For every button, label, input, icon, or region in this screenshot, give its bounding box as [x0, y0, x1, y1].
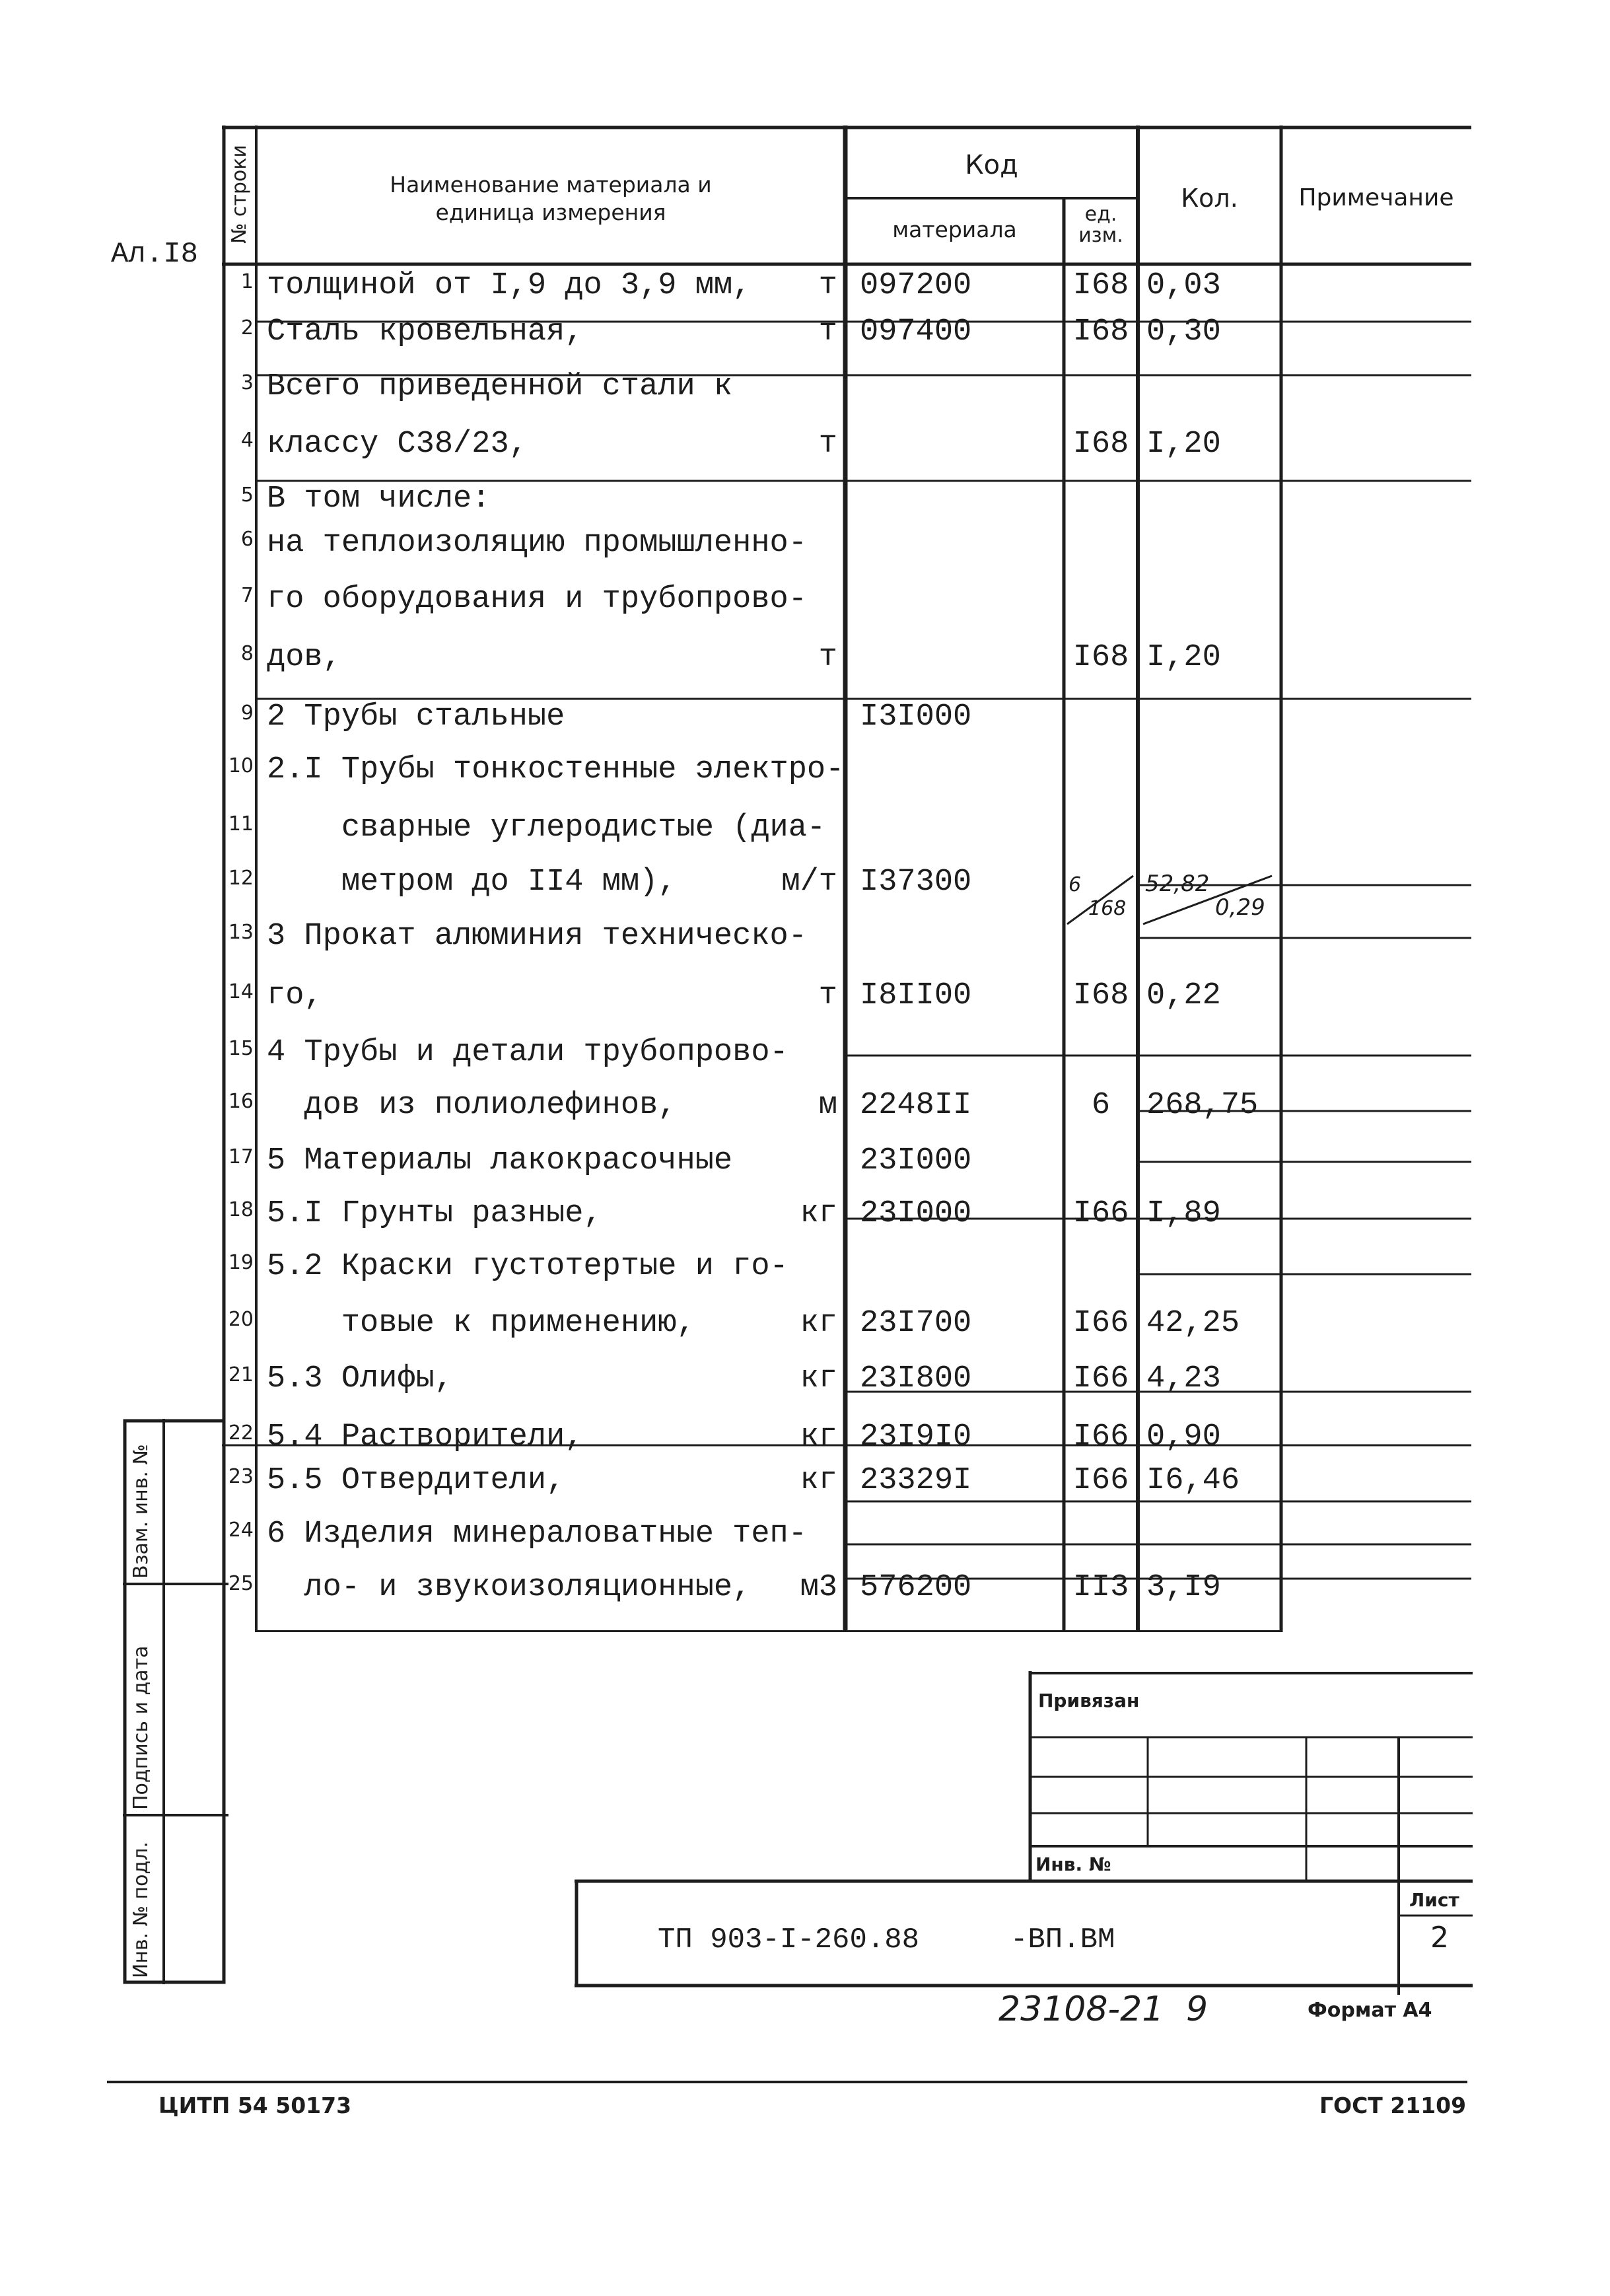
unit-code: I68	[1072, 314, 1129, 349]
header-name-line2: единица измерения	[435, 199, 666, 225]
material-name: го,	[267, 978, 323, 1013]
material-code: 23I000	[860, 1196, 972, 1231]
material-name: 5.I Грунты разные,	[267, 1196, 602, 1231]
row-number: 11	[228, 812, 254, 836]
material-name: толщиной от I,9 до 3,9 мм,	[267, 268, 752, 303]
material-name: 4 Трубы и детали трубопрово-	[267, 1035, 788, 1070]
material-name: 5.5 Отвердители,	[267, 1463, 565, 1498]
row-number: 20	[228, 1308, 254, 1331]
quantity: 42,25	[1146, 1306, 1240, 1341]
quantity: 0,90	[1146, 1419, 1221, 1454]
material-name: го оборудования и трубопрово-	[267, 582, 807, 617]
quantity: 4,23	[1146, 1361, 1221, 1396]
row-number: 4	[240, 429, 254, 452]
gost-label: ГОСТ 21109	[1319, 2093, 1467, 2118]
row-number: 2	[240, 316, 254, 340]
unit-of-measure: кг	[800, 1196, 837, 1231]
material-code: 2248II	[860, 1088, 972, 1123]
row12-qty-bottom: 0,29	[1215, 894, 1265, 921]
material-name: 2.I Трубы тонкостенные электро-	[267, 752, 845, 787]
side-inv-podl: Инв. № подл.	[129, 1842, 153, 1978]
format-label: Формат А4	[1308, 1999, 1432, 2022]
unit-code: I66	[1072, 1306, 1129, 1341]
order-number: 23108-21	[998, 1990, 1164, 2029]
row12-ed-top: 6	[1068, 873, 1082, 896]
unit-code: I68	[1072, 268, 1129, 303]
material-name: 2 Трубы стальные	[267, 700, 565, 735]
header-code-material: материала	[892, 217, 1017, 242]
material-code: 097400	[860, 314, 972, 349]
row-number: 9	[240, 701, 254, 725]
footer-rule	[107, 2081, 1467, 2083]
title-doc-code: ТП 903-I-260.88	[658, 1923, 920, 1956]
title-sheet-label: Лист	[1409, 1889, 1459, 1911]
unit-code: I66	[1072, 1419, 1129, 1454]
quantity: 0,22	[1146, 978, 1221, 1013]
material-name: метром до II4 мм),	[267, 865, 677, 900]
row-number: 5	[240, 484, 254, 507]
header-code: Код	[965, 150, 1018, 180]
title-privyazan: Привязан	[1038, 1690, 1140, 1711]
printer-code: ЦИТП 54 50173	[158, 2093, 352, 2118]
header-qty: Кол.	[1181, 184, 1238, 213]
header-row-no: № строки	[228, 145, 251, 244]
row-number: 14	[228, 980, 254, 1003]
material-name: Сталь кровельная,	[267, 314, 584, 349]
material-name: сварные углеродистые (диа-	[267, 810, 826, 845]
row-number: 15	[228, 1037, 254, 1060]
unit-of-measure: кг	[800, 1463, 837, 1498]
material-name: 5 Материалы лакокрасочные	[267, 1143, 733, 1178]
quantity: 3,I9	[1146, 1570, 1221, 1605]
order-sheet: 9	[1186, 1990, 1208, 2029]
header-note: Примечание	[1298, 184, 1454, 211]
row-number: 19	[228, 1251, 254, 1274]
materials-table	[222, 126, 1471, 1632]
title-inv-no: Инв. №	[1035, 1853, 1111, 1875]
unit-code: I66	[1072, 1361, 1129, 1396]
unit-of-measure: м	[818, 1088, 837, 1123]
unit-of-measure: кг	[800, 1419, 837, 1454]
unit-of-measure: м/т	[781, 865, 837, 900]
row-number: 1	[240, 270, 254, 293]
unit-of-measure: кг	[800, 1361, 837, 1396]
material-name: 6 Изделия минераловатные теп-	[267, 1517, 807, 1552]
row-number: 12	[228, 867, 254, 890]
material-code: I8II00	[860, 978, 972, 1013]
material-name: на теплоизоляцию промышленно-	[267, 526, 807, 561]
material-code: 23I700	[860, 1306, 972, 1341]
quantity: 268,75	[1146, 1088, 1259, 1123]
unit-of-measure: т	[818, 427, 837, 462]
sheet-ref-label: Ал.I8	[111, 238, 199, 271]
row-number: 8	[240, 642, 254, 665]
unit-code: II3	[1072, 1570, 1129, 1605]
material-name: Всего приведенной стали к	[267, 369, 733, 404]
row-number: 10	[228, 754, 254, 777]
row-number: 13	[228, 921, 254, 944]
unit-code: I68	[1072, 640, 1129, 675]
material-name: 5.3 Олифы,	[267, 1361, 454, 1396]
header-code-unit-2: изм.	[1078, 224, 1123, 247]
material-name: дов из полиолефинов,	[267, 1088, 677, 1123]
unit-code: I66	[1072, 1196, 1129, 1231]
material-code: 23I800	[860, 1361, 972, 1396]
quantity: 0,30	[1146, 314, 1221, 349]
unit-of-measure: т	[818, 268, 837, 303]
title-sheet-no: 2	[1430, 1921, 1449, 1955]
material-name: 5.4 Растворители,	[267, 1419, 584, 1454]
side-vzam-inv: Взам. инв. №	[129, 1444, 153, 1579]
material-name: ло- и звукоизоляционные,	[267, 1570, 752, 1605]
material-code: 097200	[860, 268, 972, 303]
material-code: 23I9I0	[860, 1419, 972, 1454]
side-podpis-data: Подпись и дата	[129, 1645, 153, 1810]
unit-code: I68	[1072, 978, 1129, 1013]
row-number: 7	[240, 584, 254, 607]
header-name-line1: Наименование материала и	[390, 172, 712, 197]
material-name: товые к применению,	[267, 1306, 695, 1341]
quantity: 0,03	[1146, 268, 1221, 303]
quantity: I6,46	[1146, 1463, 1240, 1498]
row-number: 25	[228, 1572, 254, 1595]
quantity: I,20	[1146, 427, 1221, 462]
unit-of-measure: т	[818, 978, 837, 1013]
material-name: В том числе:	[267, 482, 491, 517]
row-number: 18	[228, 1198, 254, 1221]
unit-of-measure: кг	[800, 1306, 837, 1341]
material-code: 23I000	[860, 1143, 972, 1178]
row12-qty-top: 52,82	[1145, 871, 1210, 897]
row-number: 3	[240, 371, 254, 394]
header-code-unit-1: ед.	[1084, 203, 1117, 226]
unit-of-measure: т	[818, 640, 837, 675]
material-code: 23329I	[860, 1463, 972, 1498]
unit-of-measure: м3	[800, 1570, 837, 1605]
quantity: I,20	[1146, 640, 1221, 675]
row-number: 16	[228, 1090, 254, 1113]
quantity: I,89	[1146, 1196, 1221, 1231]
material-code: I3I000	[860, 700, 972, 735]
unit-code: 6	[1091, 1088, 1111, 1123]
row-number: 17	[228, 1145, 254, 1168]
row-number: 23	[228, 1465, 254, 1488]
material-name: классу С38/23,	[267, 427, 528, 462]
unit-of-measure: т	[818, 314, 837, 349]
material-name: дов,	[267, 640, 341, 675]
material-code: 576200	[860, 1570, 972, 1605]
unit-code: I68	[1072, 427, 1129, 462]
row-number: 21	[228, 1363, 254, 1386]
title-doc-suffix: -ВП.ВМ	[1010, 1923, 1115, 1956]
material-name: 5.2 Краски густотертые и го-	[267, 1249, 788, 1284]
unit-code: I66	[1072, 1463, 1129, 1498]
material-code: I37300	[860, 865, 972, 900]
material-name: 3 Прокат алюминия техническо-	[267, 919, 807, 954]
row-number: 6	[240, 528, 254, 551]
row-number: 22	[228, 1421, 254, 1445]
row12-ed-bottom: 168	[1088, 897, 1127, 920]
row-number: 24	[228, 1519, 254, 1542]
